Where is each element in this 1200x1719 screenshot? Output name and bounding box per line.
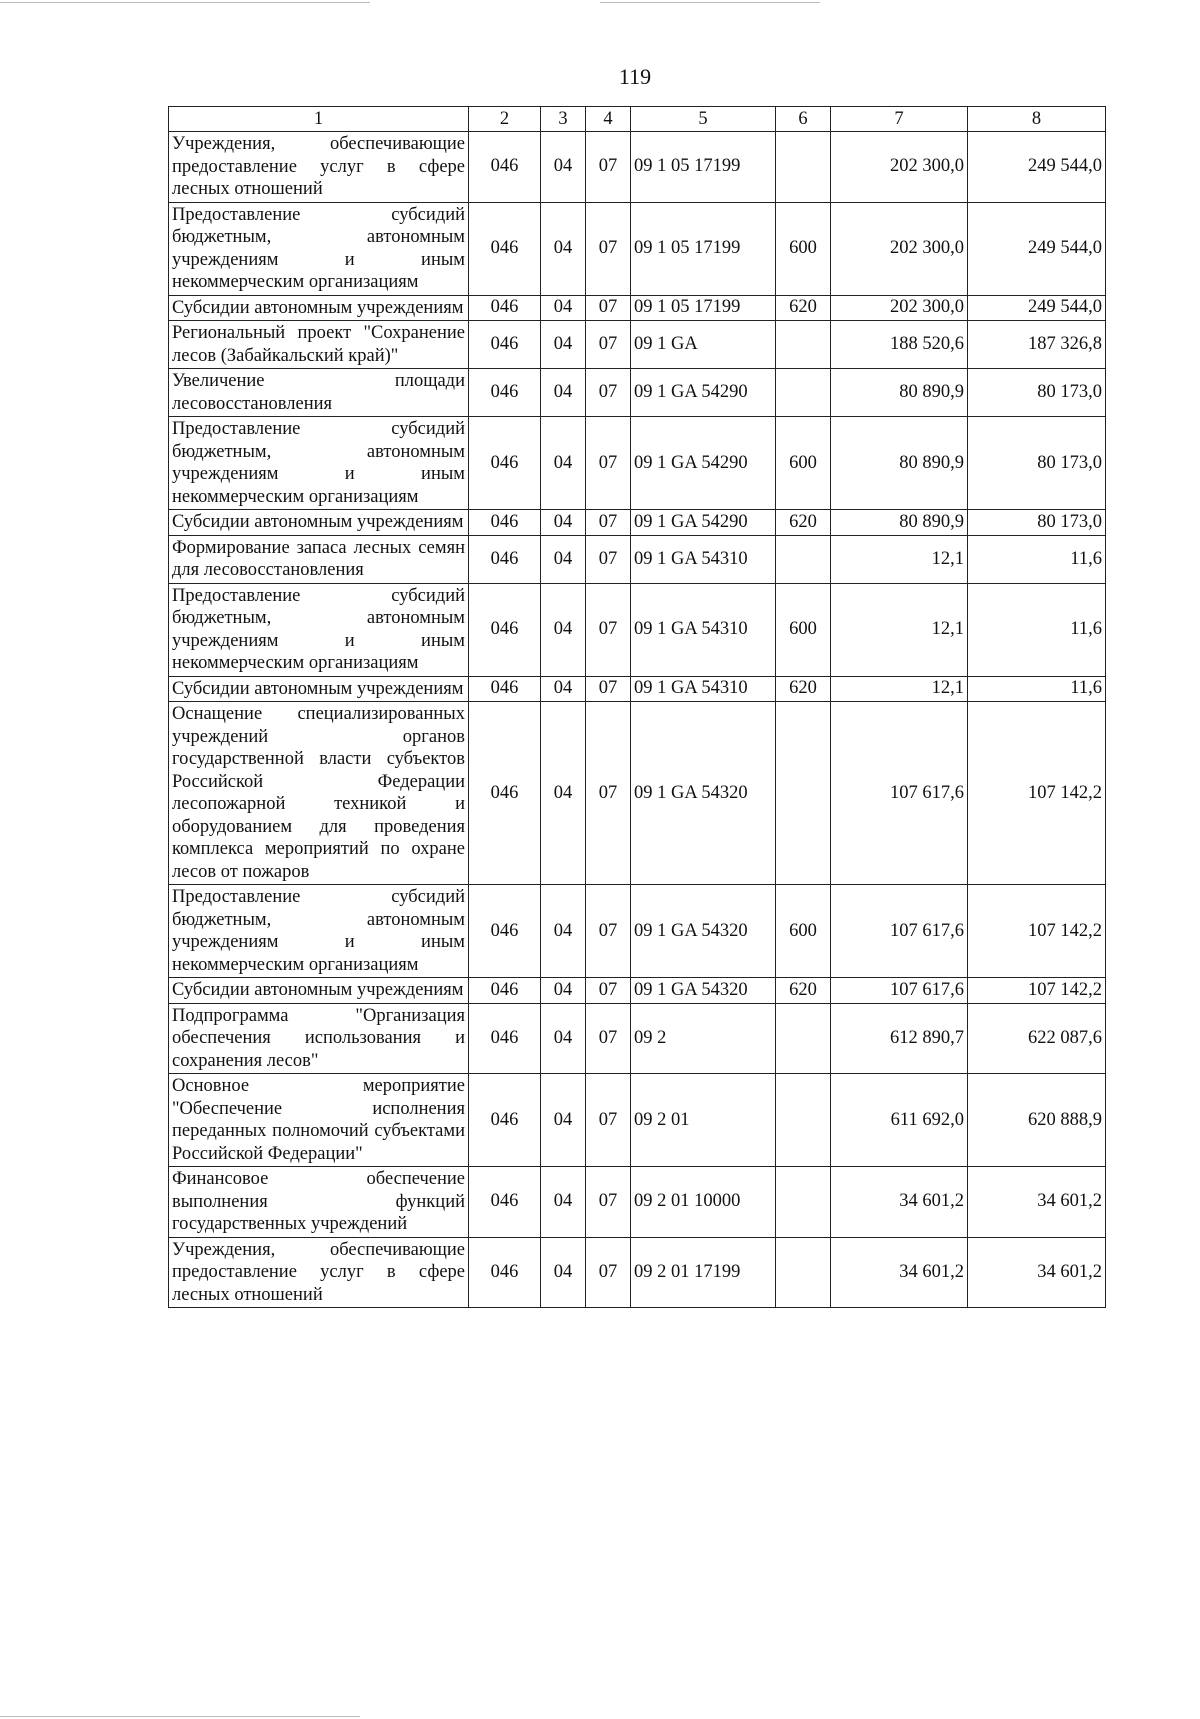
- column-header: 6: [776, 107, 831, 132]
- section-code-cell: 04: [541, 676, 586, 702]
- amount-year1-cell: 612 890,7: [831, 1003, 968, 1074]
- expense-type-cell: [776, 1074, 831, 1167]
- row-name-cell: Предоставление субсидий бюджетным, автономным учреждениям и иным некоммерческим организациям: [169, 202, 469, 295]
- expense-type-cell: [776, 1167, 831, 1238]
- ministry-code-cell: 046: [469, 676, 541, 702]
- section-code-cell: 04: [541, 1237, 586, 1308]
- table-row: [169, 702, 1106, 885]
- row-name-cell: Региональный проект "Сохранение лесов (Забайкальский край)": [169, 321, 469, 369]
- ministry-code-cell: 046: [469, 702, 541, 885]
- amount-year1-cell: 12,1: [831, 583, 968, 676]
- row-name-cell: Основное мероприятие "Обеспечение исполнения переданных полномочий субъектами Российской Федерации": [169, 1074, 469, 1167]
- amount-year1-cell: 202 300,0: [831, 132, 968, 203]
- ministry-code-cell: 046: [469, 1074, 541, 1167]
- row-name-cell: Предоставление субсидий бюджетным, автономным учреждениям и иным некоммерческим организациям: [169, 583, 469, 676]
- subsection-code-cell: 07: [586, 535, 631, 583]
- column-header: 3: [541, 107, 586, 132]
- amount-year2-cell: 11,6: [968, 535, 1106, 583]
- subsection-code-cell: 07: [586, 132, 631, 203]
- ministry-code-cell: 046: [469, 978, 541, 1004]
- amount-year1-cell: 202 300,0: [831, 202, 968, 295]
- amount-year1-cell: 12,1: [831, 676, 968, 702]
- ministry-code-cell: 046: [469, 295, 541, 321]
- expense-type-cell: 620: [776, 978, 831, 1004]
- section-code-cell: 04: [541, 417, 586, 510]
- ministry-code-cell: 046: [469, 535, 541, 583]
- table-row: [169, 535, 1106, 583]
- target-article-cell: 09 1 05 17199: [631, 202, 776, 295]
- section-code-cell: 04: [541, 1074, 586, 1167]
- subsection-code-cell: 07: [586, 417, 631, 510]
- ministry-code-cell: 046: [469, 1167, 541, 1238]
- subsection-code-cell: 07: [586, 1167, 631, 1238]
- column-header: 8: [968, 107, 1106, 132]
- row-name-cell: Учреждения, обеспечивающие предоставление услуг в сфере лесных отношений: [169, 1237, 469, 1308]
- subsection-code-cell: 07: [586, 1074, 631, 1167]
- section-code-cell: 04: [541, 583, 586, 676]
- ministry-code-cell: 046: [469, 1237, 541, 1308]
- subsection-code-cell: 07: [586, 510, 631, 536]
- subsection-code-cell: 07: [586, 583, 631, 676]
- ministry-code-cell: 046: [469, 510, 541, 536]
- table-row: [169, 885, 1106, 978]
- subsection-code-cell: 07: [586, 676, 631, 702]
- column-header: 7: [831, 107, 968, 132]
- table-row: [169, 132, 1106, 203]
- ministry-code-cell: 046: [469, 583, 541, 676]
- section-code-cell: 04: [541, 132, 586, 203]
- target-article-cell: 09 1 GA 54310: [631, 676, 776, 702]
- target-article-cell: 09 1 GA 54320: [631, 885, 776, 978]
- amount-year1-cell: 107 617,6: [831, 702, 968, 885]
- row-name-cell: Предоставление субсидий бюджетным, автономным учреждениям и иным некоммерческим организациям: [169, 885, 469, 978]
- section-code-cell: 04: [541, 202, 586, 295]
- expense-type-cell: 620: [776, 676, 831, 702]
- subsection-code-cell: 07: [586, 1003, 631, 1074]
- section-code-cell: 04: [541, 295, 586, 321]
- amount-year2-cell: 249 544,0: [968, 295, 1106, 321]
- amount-year1-cell: 107 617,6: [831, 978, 968, 1004]
- amount-year2-cell: 249 544,0: [968, 202, 1106, 295]
- budget-table: [168, 106, 1106, 1308]
- table-row: [169, 510, 1106, 536]
- subsection-code-cell: 07: [586, 702, 631, 885]
- ministry-code-cell: 046: [469, 417, 541, 510]
- column-header: 5: [631, 107, 776, 132]
- expense-type-cell: 600: [776, 583, 831, 676]
- row-name-cell: Субсидии автономным учреждениям: [169, 978, 469, 1004]
- row-name-cell: Субсидии автономным учреждениям: [169, 676, 469, 702]
- target-article-cell: 09 2 01 10000: [631, 1167, 776, 1238]
- amount-year2-cell: 80 173,0: [968, 369, 1106, 417]
- subsection-code-cell: 07: [586, 885, 631, 978]
- expense-type-cell: 620: [776, 510, 831, 536]
- amount-year2-cell: 80 173,0: [968, 417, 1106, 510]
- expense-type-cell: [776, 535, 831, 583]
- row-name-cell: Формирование запаса лесных семян для лесовосстановления: [169, 535, 469, 583]
- amount-year1-cell: 34 601,2: [831, 1237, 968, 1308]
- target-article-cell: 09 1 GA 54290: [631, 510, 776, 536]
- expense-type-cell: [776, 702, 831, 885]
- amount-year1-cell: 188 520,6: [831, 321, 968, 369]
- amount-year2-cell: 34 601,2: [968, 1237, 1106, 1308]
- section-code-cell: 04: [541, 1003, 586, 1074]
- table-row: [169, 369, 1106, 417]
- amount-year2-cell: 620 888,9: [968, 1074, 1106, 1167]
- ministry-code-cell: 046: [469, 1003, 541, 1074]
- target-article-cell: 09 1 GA 54310: [631, 535, 776, 583]
- section-code-cell: 04: [541, 369, 586, 417]
- row-name-cell: Субсидии автономным учреждениям: [169, 510, 469, 536]
- amount-year2-cell: 11,6: [968, 676, 1106, 702]
- target-article-cell: 09 1 GA 54290: [631, 369, 776, 417]
- expense-type-cell: 600: [776, 885, 831, 978]
- amount-year2-cell: 249 544,0: [968, 132, 1106, 203]
- amount-year2-cell: 107 142,2: [968, 978, 1106, 1004]
- expense-type-cell: 620: [776, 295, 831, 321]
- amount-year2-cell: 622 087,6: [968, 1003, 1106, 1074]
- scan-artifact-line: [600, 2, 820, 3]
- target-article-cell: 09 1 GA 54320: [631, 702, 776, 885]
- table-row: [169, 1074, 1106, 1167]
- table-row: [169, 295, 1106, 321]
- table-row: [169, 1167, 1106, 1238]
- ministry-code-cell: 046: [469, 132, 541, 203]
- section-code-cell: 04: [541, 535, 586, 583]
- row-name-cell: Субсидии автономным учреждениям: [169, 295, 469, 321]
- expense-type-cell: [776, 132, 831, 203]
- subsection-code-cell: 07: [586, 295, 631, 321]
- subsection-code-cell: 07: [586, 369, 631, 417]
- expense-type-cell: [776, 1237, 831, 1308]
- target-article-cell: 09 2: [631, 1003, 776, 1074]
- amount-year1-cell: 34 601,2: [831, 1167, 968, 1238]
- target-article-cell: 09 1 GA 54310: [631, 583, 776, 676]
- amount-year1-cell: 80 890,9: [831, 417, 968, 510]
- column-number-row: [169, 107, 1106, 132]
- table-row: [169, 676, 1106, 702]
- column-header: 1: [169, 107, 469, 132]
- amount-year2-cell: 107 142,2: [968, 885, 1106, 978]
- section-code-cell: 04: [541, 510, 586, 536]
- column-header: 4: [586, 107, 631, 132]
- table-row: [169, 1003, 1106, 1074]
- expense-type-cell: [776, 1003, 831, 1074]
- target-article-cell: 09 1 05 17199: [631, 132, 776, 203]
- table-row: [169, 417, 1106, 510]
- expense-type-cell: 600: [776, 417, 831, 510]
- ministry-code-cell: 046: [469, 369, 541, 417]
- scan-artifact-line: [0, 1716, 360, 1717]
- table-row: [169, 202, 1106, 295]
- expense-type-cell: 600: [776, 202, 831, 295]
- table-row: [169, 321, 1106, 369]
- row-name-cell: Учреждения, обеспечивающие предоставление услуг в сфере лесных отношений: [169, 132, 469, 203]
- amount-year2-cell: 187 326,8: [968, 321, 1106, 369]
- amount-year1-cell: 611 692,0: [831, 1074, 968, 1167]
- target-article-cell: 09 2 01: [631, 1074, 776, 1167]
- scan-artifact-line: [0, 2, 370, 3]
- amount-year1-cell: 80 890,9: [831, 510, 968, 536]
- ministry-code-cell: 046: [469, 202, 541, 295]
- row-name-cell: Финансовое обеспечение выполнения функций государственных учреждений: [169, 1167, 469, 1238]
- column-header: 2: [469, 107, 541, 132]
- amount-year2-cell: 34 601,2: [968, 1167, 1106, 1238]
- row-name-cell: Подпрограмма "Организация обеспечения использования и сохранения лесов": [169, 1003, 469, 1074]
- amount-year2-cell: 11,6: [968, 583, 1106, 676]
- amount-year2-cell: 80 173,0: [968, 510, 1106, 536]
- amount-year1-cell: 107 617,6: [831, 885, 968, 978]
- subsection-code-cell: 07: [586, 202, 631, 295]
- amount-year1-cell: 80 890,9: [831, 369, 968, 417]
- target-article-cell: 09 2 01 17199: [631, 1237, 776, 1308]
- section-code-cell: 04: [541, 702, 586, 885]
- table-row: [169, 1237, 1106, 1308]
- section-code-cell: 04: [541, 1167, 586, 1238]
- target-article-cell: 09 1 GA 54290: [631, 417, 776, 510]
- expense-type-cell: [776, 321, 831, 369]
- table-row: [169, 583, 1106, 676]
- amount-year1-cell: 202 300,0: [831, 295, 968, 321]
- page-number: 119: [618, 64, 652, 89]
- subsection-code-cell: 07: [586, 1237, 631, 1308]
- section-code-cell: 04: [541, 321, 586, 369]
- ministry-code-cell: 046: [469, 321, 541, 369]
- amount-year1-cell: 12,1: [831, 535, 968, 583]
- table-row: [169, 978, 1106, 1004]
- row-name-cell: Предоставление субсидий бюджетным, автономным учреждениям и иным некоммерческим организациям: [169, 417, 469, 510]
- target-article-cell: 09 1 GA 54320: [631, 978, 776, 1004]
- section-code-cell: 04: [541, 885, 586, 978]
- ministry-code-cell: 046: [469, 885, 541, 978]
- amount-year2-cell: 107 142,2: [968, 702, 1106, 885]
- section-code-cell: 04: [541, 978, 586, 1004]
- row-name-cell: Увеличение площади лесовосстановления: [169, 369, 469, 417]
- subsection-code-cell: 07: [586, 321, 631, 369]
- subsection-code-cell: 07: [586, 978, 631, 1004]
- expense-type-cell: [776, 369, 831, 417]
- row-name-cell: Оснащение специализированных учреждений органов государственной власти субъектов Российской Федерации лесопожарной техникой и оборудованием для проведения комплекса мероприятий по охране лесов от пожаров: [169, 702, 469, 885]
- target-article-cell: 09 1 GA: [631, 321, 776, 369]
- target-article-cell: 09 1 05 17199: [631, 295, 776, 321]
